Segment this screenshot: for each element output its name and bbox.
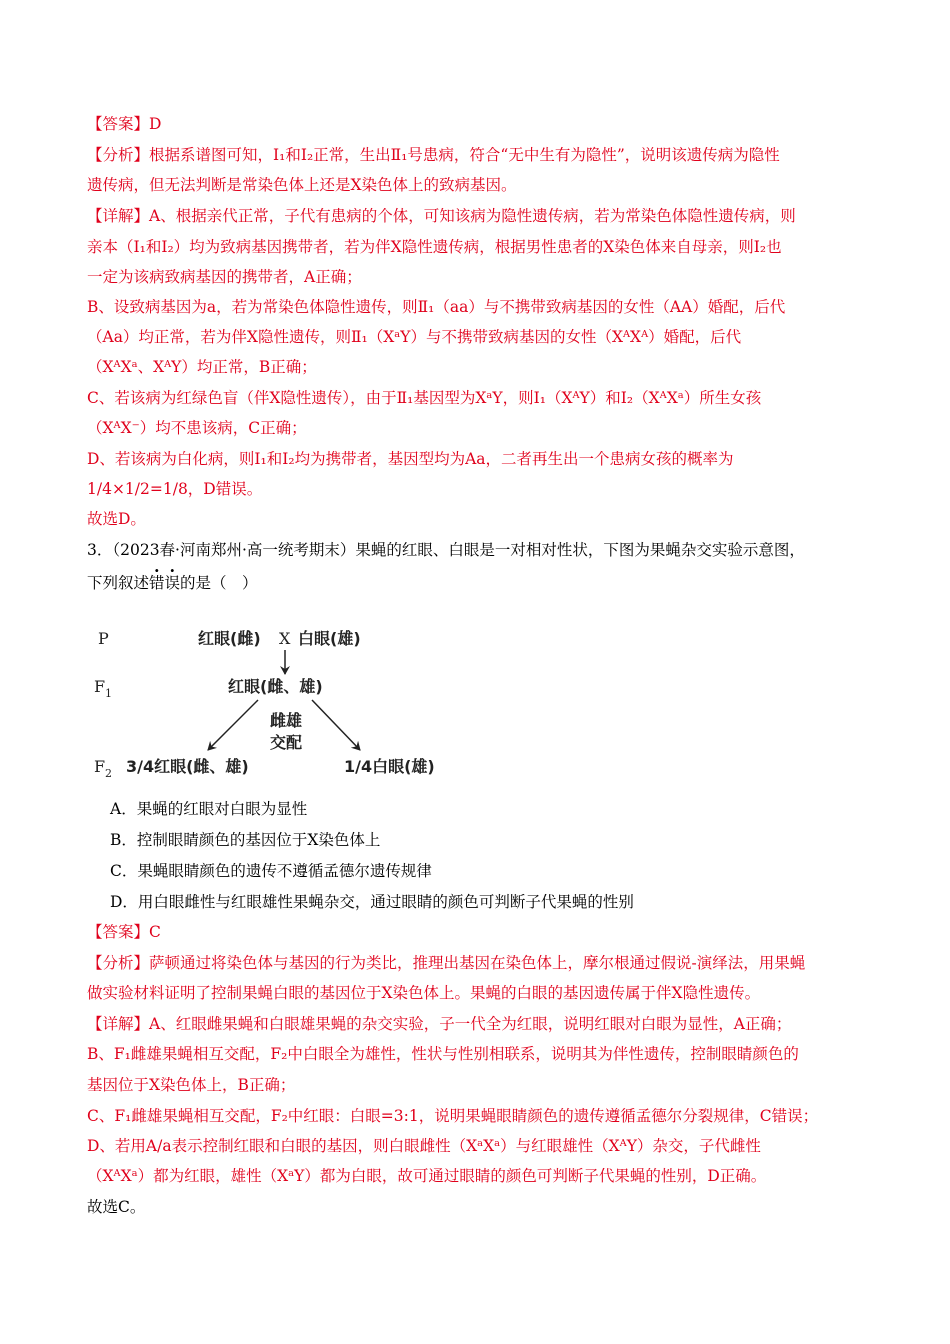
q3-stem-emphasis-2: 误 bbox=[164, 574, 181, 592]
q3-detail-line-2: B、F₁雌雄果蝇相互交配，F₂中白眼全为雄性，性状与性别相联系，说明其为伴性遗传，控制眼睛颜色的 bbox=[87, 1045, 799, 1063]
q3-option-a: A．果蝇的红眼对白眼为显性 bbox=[110, 800, 308, 818]
f2-white-eye-fraction: 1/4白眼(雄) bbox=[344, 757, 435, 776]
q2-conclusion: 故选D。 bbox=[87, 510, 146, 528]
q3-analysis-line-2: 做实验材料证明了控制果蝇白眼的基因位于X染色体上。果蝇的白眼的基因遗传属于伴X隐性遗传。 bbox=[87, 984, 761, 1002]
q2-detail-line-8: （XᴬX⁻）均不患该病，C正确； bbox=[87, 419, 307, 437]
q3-stem-line-1: 3．（2023春·河南郑州·高一统考期末）果蝇的红眼、白眼是一对相对性状，下图为果蝇杂交实验示意图， bbox=[87, 541, 805, 559]
q2-detail-line-3: 一定为该病致病基因的携带者，A正确； bbox=[87, 268, 362, 286]
q2-detail-line-4: B、设致病基因为a，若为常染色体隐性遗传，则Ⅱ₁（aa）与不携带致病基因的女性（AA）婚配，后代 bbox=[87, 298, 786, 316]
q3-answer: 【答案】C bbox=[87, 923, 161, 941]
f1-generation-label: F bbox=[94, 677, 106, 696]
p-generation-label: P bbox=[98, 629, 109, 648]
q3-detail-line-1: 【详解】A、红眼雌果蝇和白眼雄果蝇的杂交实验，子一代全为红眼，说明红眼对白眼为显性，A正确； bbox=[87, 1015, 792, 1033]
arrow-f1-to-f2-left bbox=[208, 700, 258, 750]
q2-detail-line-7: C、若该病为红绿色盲（伴X隐性遗传），由于Ⅱ₁基因型为XᵃY，则I₁（XᴬY）和I₂（XᴬXᵃ）所生女孩 bbox=[87, 389, 762, 407]
q2-answer: 【答案】D bbox=[87, 115, 162, 133]
q2-analysis-line-2: 遗传病，但无法判断是常染色体上还是X染色体上的致病基因。 bbox=[87, 176, 517, 194]
q2-detail-line-5: （Aa）均正常，若为伴X隐性遗传，则Ⅱ₁（XᵃY）与不携带致病基因的女性（XᴬXᴬ）婚配，后代 bbox=[87, 328, 742, 346]
f2-generation-label: F bbox=[94, 757, 106, 776]
q3-analysis-line-1: 【分析】萨顿通过将染色体与基因的行为类比，推理出基因在染色体上，摩尔根通过假说-演绎法，用果蝇 bbox=[87, 954, 806, 972]
mating-label-2: 交配 bbox=[270, 733, 303, 752]
p-male-white-eye: 白眼(雄) bbox=[298, 629, 361, 648]
q2-detail-line-1: 【详解】A、根据亲代正常，子代有患病的个体，可知该病为隐性遗传病，若为常染色体隐性遗传病，则 bbox=[87, 207, 796, 225]
f2-generation-subscript: 2 bbox=[105, 767, 112, 780]
cross-diagram-svg bbox=[90, 622, 450, 782]
arrow-f1-to-f2-right bbox=[312, 700, 360, 750]
q3-conclusion: 故选C。 bbox=[87, 1198, 146, 1216]
q3-stem-suffix: 的是（ ） bbox=[180, 574, 258, 592]
q3-detail-line-4: C、F₁雌雄果蝇相互交配，F₂中红眼：白眼=3:1，说明果蝇眼睛颜色的遗传遵循孟德尔分裂规律，C错误； bbox=[87, 1107, 819, 1125]
mating-label-1: 雌雄 bbox=[270, 711, 303, 730]
q3-stem-emphasis-1: 错 bbox=[149, 574, 165, 592]
cross-diagram bbox=[90, 622, 450, 782]
q3-option-c: C．果蝇眼睛颜色的遗传不遵循孟德尔遗传规律 bbox=[110, 862, 432, 880]
q2-analysis-line-1: 【分析】根据系谱图可知，I₁和I₂正常，生出Ⅱ₁号患病，符合“无中生有为隐性”，说明该遗传病为隐性 bbox=[87, 146, 780, 164]
q3-stem-line-2 bbox=[87, 573, 258, 593]
f1-red-eye-both: 红眼(雌、雄) bbox=[228, 677, 323, 696]
cross-symbol: X bbox=[279, 629, 291, 648]
q3-option-b: B．控制眼睛颜色的基因位于X染色体上 bbox=[110, 831, 381, 849]
q2-detail-line-9: D、若该病为白化病，则I₁和I₂均为携带者，基因型均为Aa，二者再生出一个患病女孩的概率为 bbox=[87, 450, 734, 468]
q2-detail-line-6: （XᴬXᵃ、XᴬY）均正常，B正确； bbox=[87, 358, 317, 376]
q2-detail-line-2: 亲本（I₁和I₂）均为致病基因携带者，若为伴X隐性遗传病，根据男性患者的X染色体来自母亲，则I₂也 bbox=[87, 238, 782, 256]
q3-detail-line-6: （XᴬXᵃ）都为红眼，雄性（XᵃY）都为白眼，故可通过眼睛的颜色可判断子代果蝇的性别，D正确。 bbox=[87, 1167, 767, 1185]
q3-stem-prefix: 下列叙述 bbox=[87, 574, 150, 592]
q3-detail-line-5: D、若用A/a表示控制红眼和白眼的基因，则白眼雌性（XᵃXᵃ）与红眼雄性（XᴬY）杂交，子代雌性 bbox=[87, 1137, 761, 1155]
q3-option-d: D．用白眼雌性与红眼雄性果蝇杂交，通过眼睛的颜色可判断子代果蝇的性别 bbox=[110, 893, 634, 911]
q3-detail-line-3: 基因位于X染色体上，B正确； bbox=[87, 1076, 296, 1094]
f2-red-eye-fraction: 3/4红眼(雌、雄) bbox=[126, 757, 249, 776]
f1-generation-subscript: 1 bbox=[105, 687, 112, 700]
p-female-red-eye: 红眼(雌) bbox=[198, 629, 261, 648]
q2-detail-line-10: 1/4×1/2=1/8，D错误。 bbox=[87, 480, 263, 498]
